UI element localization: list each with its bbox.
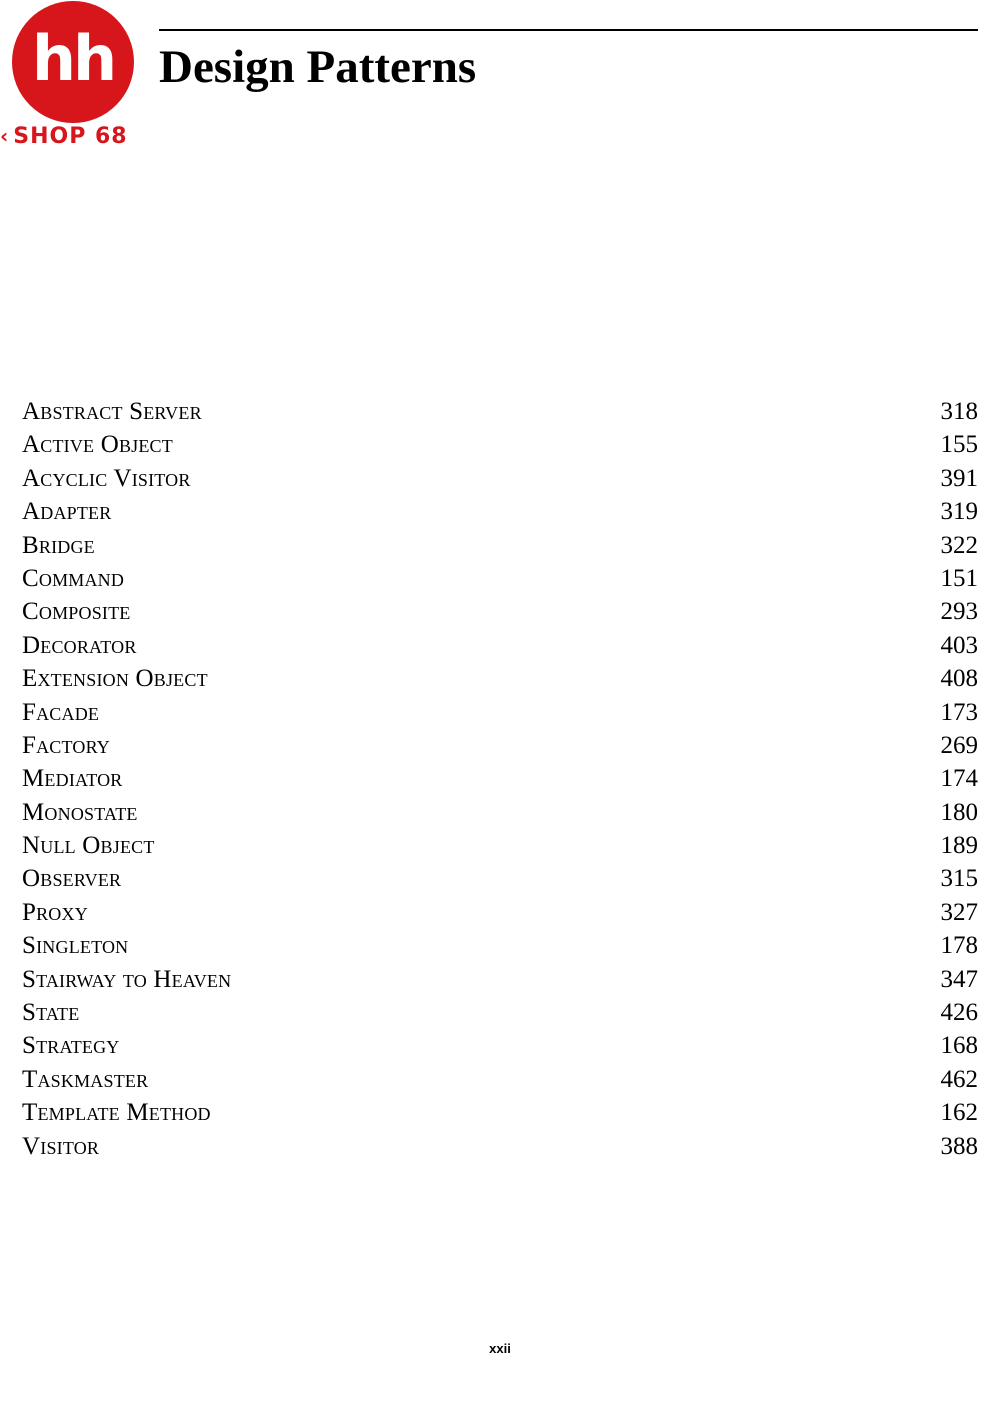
pattern-page-number: 162 [940,1099,978,1127]
pattern-row [22,799,978,832]
pattern-page-number: 269 [940,731,978,759]
pattern-name: Mediator [22,765,123,793]
pattern-page-number: 347 [940,965,978,993]
pattern-name: Active Object [22,431,173,459]
pattern-page-number: 403 [940,631,978,659]
pattern-name: Null Object [22,832,155,860]
pattern-row [22,1099,978,1132]
pattern-row [22,999,978,1032]
pattern-name: Extension Object [22,665,208,693]
pattern-page-number: 180 [940,798,978,826]
pattern-name: Stairway to Heaven [22,965,232,993]
pattern-row [22,966,978,999]
pattern-row [22,532,978,565]
pattern-page-number: 189 [940,832,978,860]
logo-subtitle [0,124,128,149]
pattern-page-number: 408 [940,665,978,693]
pattern-row [22,632,978,665]
pattern-name: Monostate [22,798,138,826]
pattern-row [22,765,978,798]
pattern-page-number: 168 [940,1032,978,1060]
pattern-page-number: 462 [940,1065,978,1093]
pattern-row [22,1032,978,1065]
pattern-row [22,865,978,898]
pattern-name: Facade [22,698,100,726]
pattern-index-list [22,398,978,1166]
pattern-row [22,598,978,631]
pattern-name: State [22,999,80,1027]
pattern-name: Composite [22,598,131,626]
pattern-row [22,732,978,765]
pattern-page-number: 155 [940,431,978,459]
pattern-page-number: 174 [940,765,978,793]
pattern-row [22,899,978,932]
logo-mark-icon: ‹ [0,124,10,148]
pattern-page-number: 315 [940,865,978,893]
logo-subtitle-text: SHOP 68 [13,124,128,149]
pattern-row [22,398,978,431]
pattern-row [22,431,978,464]
pattern-page-number: 388 [940,1132,978,1160]
pattern-name: Observer [22,865,122,893]
pattern-page-number: 173 [940,698,978,726]
pattern-name: Visitor [22,1132,100,1160]
pattern-name: Abstract Server [22,398,202,425]
pattern-page-number: 178 [940,932,978,960]
pattern-name: Factory [22,731,110,759]
pattern-row [22,1133,978,1166]
pattern-page-number: 426 [940,999,978,1027]
pattern-page-number: 391 [940,464,978,492]
pattern-row [22,565,978,598]
pattern-name: Bridge [22,531,95,559]
pattern-name: Command [22,564,125,592]
pattern-name: Acyclic Visitor [22,464,191,492]
pattern-name: Singleton [22,932,129,960]
pattern-page-number: 318 [940,398,978,425]
shop-logo [12,1,134,123]
header-rule [159,29,978,31]
pattern-page-number: 151 [940,564,978,592]
pattern-row [22,699,978,732]
pattern-row [22,498,978,531]
page-number: xxii [489,1341,511,1356]
pattern-name: Decorator [22,631,137,659]
pattern-row [22,932,978,965]
page-title: Design Patterns [159,41,477,93]
pattern-row [22,1066,978,1099]
pattern-page-number: 293 [940,598,978,626]
pattern-page-number: 319 [940,498,978,526]
pattern-row [22,465,978,498]
pattern-name: Taskmaster [22,1065,149,1093]
pattern-name: Strategy [22,1032,120,1060]
pattern-page-number: 322 [940,531,978,559]
pattern-row [22,832,978,865]
pattern-page-number: 327 [940,898,978,926]
pattern-row [22,665,978,698]
pattern-name: Template Method [22,1099,211,1127]
pattern-name: Proxy [22,898,88,926]
logo-letters: hh [31,22,115,95]
pattern-name: Adapter [22,498,112,526]
